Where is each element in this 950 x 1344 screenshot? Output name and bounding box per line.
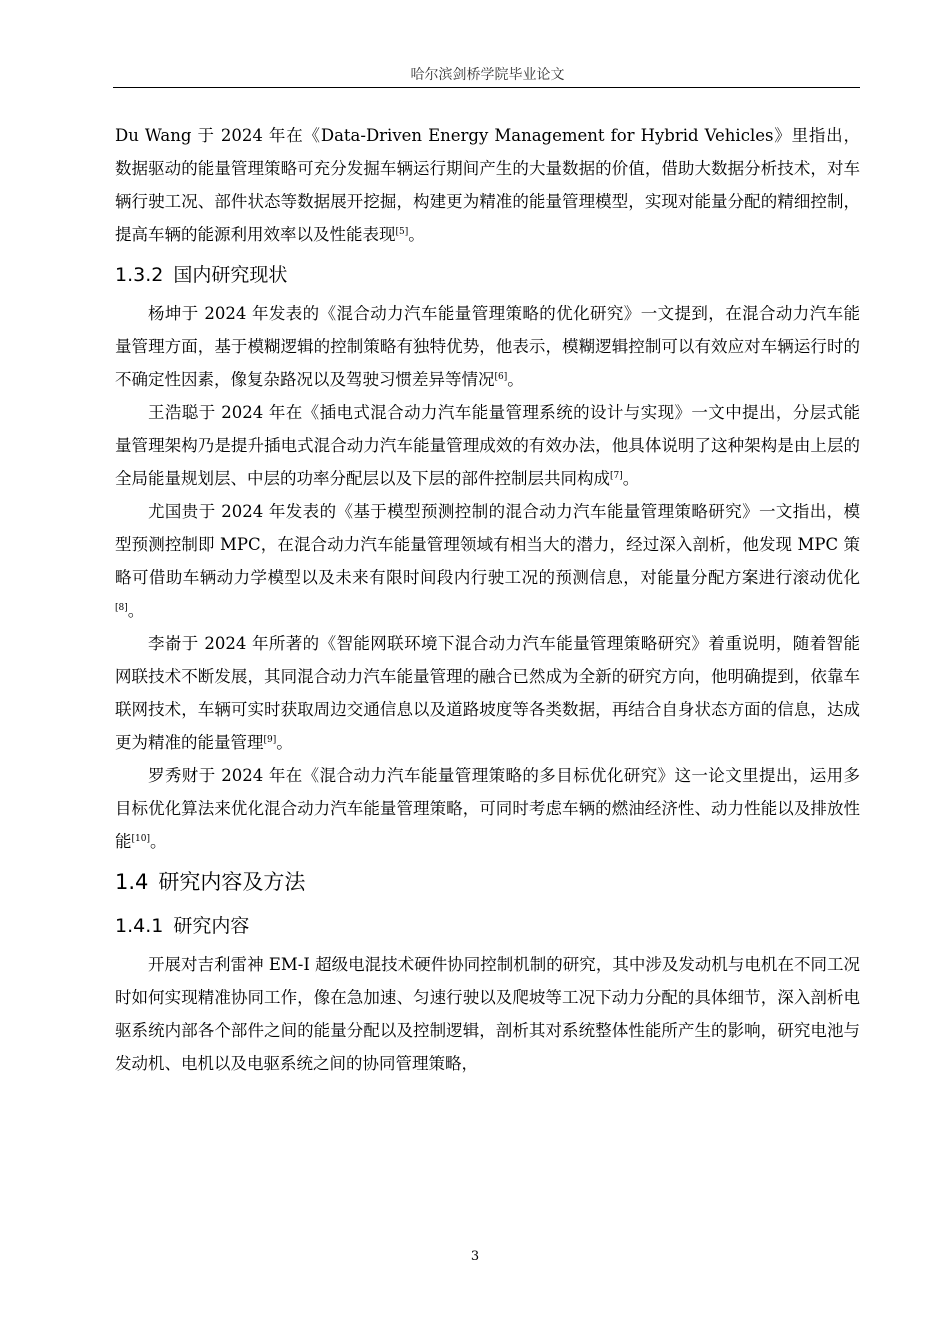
section-title: 研究内容及方法 — [158, 870, 306, 894]
paragraph — [115, 495, 860, 627]
section-number: 1.4 — [115, 870, 149, 894]
paragraph-end: 。 — [276, 733, 293, 752]
citation-ref: [6] — [494, 372, 508, 382]
paragraph — [115, 119, 860, 251]
section-heading-1-3-2 — [115, 255, 860, 295]
paragraph-text: 尤国贵于 2024 年发表的《基于模型预测控制的混合动力汽车能量管理策略研究》一文指出，模型预测控制即 MPC，在混合动力汽车能量管理领域有相当大的潜力，经过深入剖析，他发现 MPC 策略可借助车辆动力学模型以及未来有限时间段内行驶工况的预测信息，对能量分配方案进行滚动优化 — [115, 502, 860, 587]
paragraph-text: 王浩聪于 2024 年在《插电式混合动力汽车能量管理系统的设计与实现》一文中提出，分层式能量管理架构乃是提升插电式混合动力汽车能量管理成效的有效办法，他具体说明了这种架构是由上层的全局能量规划层、中层的功率分配层以及下层的部件控制层共同构成 — [115, 403, 860, 488]
paragraph-text: 杨坤于 2024 年发表的《混合动力汽车能量管理策略的优化研究》一文提到，在混合动力汽车能量管理方面，基于模糊逻辑的控制策略有独特优势，他表示，模糊逻辑控制可以有效应对车辆运行时的不确定性因素，像复杂路况以及驾驶习惯差异等情况 — [115, 304, 860, 389]
paragraph-end: 。 — [408, 225, 425, 244]
section-title: 国内研究现状 — [173, 264, 288, 286]
section-heading-1-4-1 — [115, 906, 860, 946]
paragraph-end: 。 — [507, 370, 524, 389]
page-number: 3 — [470, 1249, 480, 1264]
paragraph-text: 开展对吉利雷神 EM-I 超级电混技术硬件协同控制机制的研究，其中涉及发动机与电机在不同工况时如何实现精准协同工作，像在急加速、匀速行驶以及爬坡等工况下动力分配的具体细节，深入剖析电驱系统内部各个部件之间的能量分配以及控制逻辑，剖析其对系统整体性能所产生的影响，研究电池与发动机、电机以及电驱系统之间的协同管理策略， — [115, 955, 860, 1073]
paragraph — [115, 396, 860, 495]
citation-ref: [5] — [395, 227, 409, 237]
citation-ref: [9] — [263, 735, 277, 745]
header-rule — [113, 87, 860, 88]
paragraph-end: 。 — [149, 832, 167, 851]
paragraph-text: 罗秀财于 2024 年在《混合动力汽车能量管理策略的多目标优化研究》这一论文里提出，运用多目标优化算法来优化混合动力汽车能量管理策略，可同时考虑车辆的燃油经济性、动力性能以及排放性能 — [115, 766, 860, 851]
section-number: 1.4.1 — [115, 915, 164, 937]
paragraph — [115, 948, 860, 1080]
citation-ref: [7] — [610, 471, 623, 481]
paragraph-text: Du Wang 于 2024 年在《Data-Driven Energy Management for Hybrid Vehicles》里指出，数据驱动的能量管理策略可充分发掘车辆运行期间产生的大量数据的价值，借助大数据分析技术，对车辆行驶工况、部件状态等数据展开挖掘，构建更为精准的能量管理模型，实现对能量分配的精细控制，提高车辆的能源利用效率以及性能表现 — [115, 126, 860, 244]
citation-ref: [10] — [131, 834, 150, 844]
paragraph — [115, 297, 860, 396]
section-heading-1-4 — [115, 860, 860, 904]
paragraph-text: 李嵛于 2024 年所著的《智能网联环境下混合动力汽车能量管理策略研究》着重说明，随着智能网联技术不断发展，其同混合动力汽车能量管理的融合已然成为全新的研究方向，他明确提到，依靠车联网技术，车辆可实时获取周边交通信息以及道路坡度等各类数据，再结合自身状态方面的信息，达成更为精准的能量管理 — [115, 634, 860, 752]
paragraph — [115, 627, 860, 759]
page-body — [115, 119, 860, 1080]
paragraph — [115, 759, 860, 858]
paragraph-end: 。 — [127, 601, 145, 620]
citation-ref: [8] — [115, 603, 128, 613]
paragraph-end: 。 — [622, 469, 640, 488]
section-title: 研究内容 — [173, 915, 250, 937]
running-header: 哈尔滨剑桥学院毕业论文 — [410, 67, 565, 83]
section-number: 1.3.2 — [115, 264, 164, 286]
